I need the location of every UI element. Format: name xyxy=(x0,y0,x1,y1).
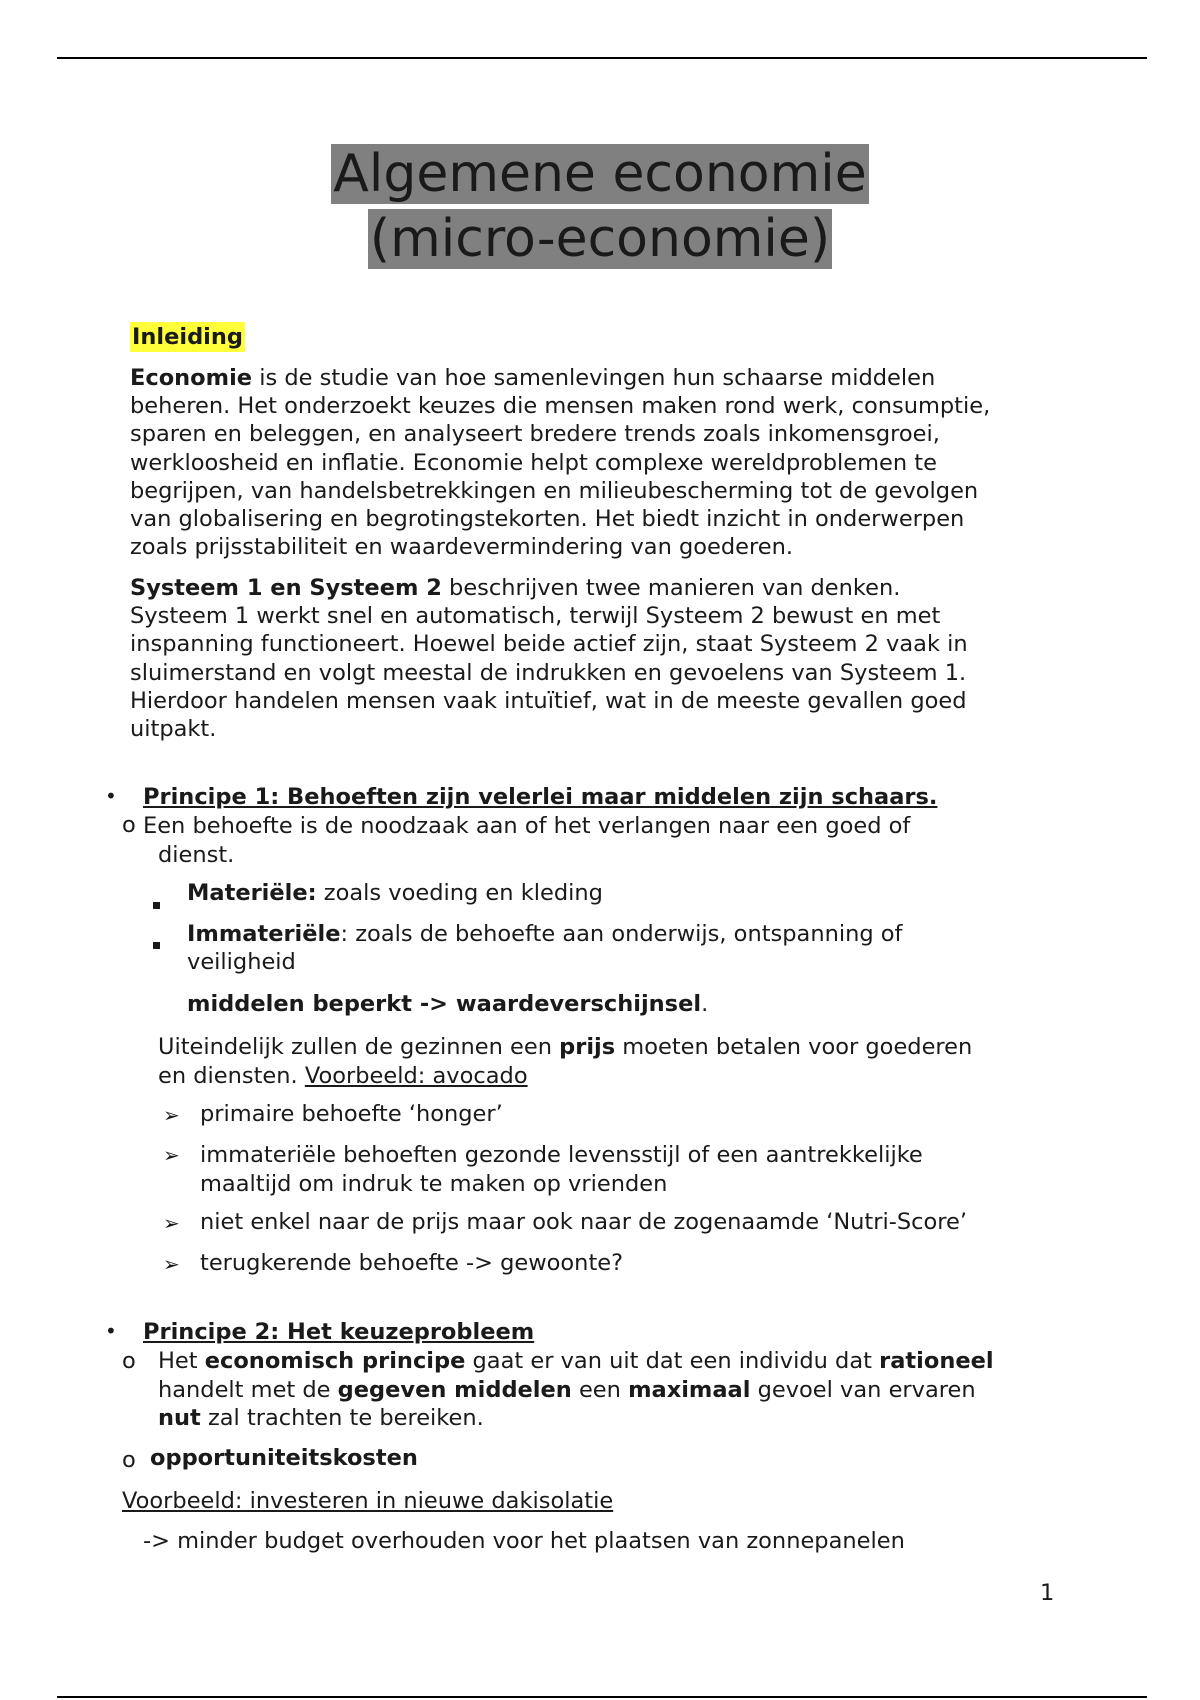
opportunity-costs: opportuniteitskosten xyxy=(150,1445,418,1471)
material-term: Materiële: xyxy=(187,880,317,906)
p1-line: beheren. Het onderzoekt keuzes die mensen maken rond werk, consumptie, xyxy=(130,393,991,420)
price-text: en diensten. xyxy=(158,1062,305,1089)
p2-line: inspanning functioneert. Hoewel beide actief zijn, staat Systeem 2 vaak in xyxy=(130,631,968,658)
conclusion-end: . xyxy=(701,991,709,1017)
intro-heading: Inleiding xyxy=(132,324,244,350)
principle-1-heading: Principe 1: Behoeften zijn velerlei maar middelen zijn schaars. xyxy=(143,784,938,810)
ep-text: Het xyxy=(158,1348,205,1374)
ep-bold: economisch principe xyxy=(204,1348,466,1374)
principle-2-sub-marker: o xyxy=(122,1348,136,1374)
principle-2-sub-marker-2: o xyxy=(122,1447,136,1473)
economie-term: Economie xyxy=(130,365,253,391)
arrow-item-line: maaltijd om indruk te maken op vrienden xyxy=(200,1170,668,1197)
p2-line: beschrijven twee manieren van denken. xyxy=(441,575,901,601)
conclusion-bold: middelen beperkt -> waardeverschijnsel xyxy=(187,991,702,1017)
example-roof-insulation: Voorbeeld: investeren in nieuwe dakisolatie xyxy=(122,1488,614,1514)
ep-bold: rationeel xyxy=(879,1348,994,1374)
p2-line: Hierdoor handelen mensen vaak intuïtief, wat in de meeste gevallen goed xyxy=(130,687,967,714)
economic-principle-paragraph xyxy=(158,1347,994,1433)
document-title xyxy=(0,142,1200,272)
example-avocado: Voorbeeld: avocado xyxy=(304,1062,528,1089)
arrow-bullet-icon: ➢ xyxy=(163,1211,180,1235)
arrow-bullet-icon: ➢ xyxy=(163,1103,180,1127)
need-material xyxy=(187,880,603,906)
immaterial-text: : zoals de behoefte aan onderwijs, ontspanning of xyxy=(340,921,903,947)
arrow-item: primaire behoefte ‘honger’ xyxy=(200,1101,503,1127)
p2-line: uitpakt. xyxy=(130,716,217,743)
p1-line: begrijpen, van handelsbetrekkingen en milieubescherming tot de gevolgen xyxy=(130,477,979,504)
ep-bold: maximaal xyxy=(628,1376,751,1403)
footer-rule xyxy=(57,1696,1147,1698)
consequence-line: -> minder budget overhouden voor het plaatsen van zonnepanelen xyxy=(143,1528,905,1554)
principle-1-bullet: • xyxy=(105,784,117,808)
price-term: prijs xyxy=(559,1034,616,1060)
price-paragraph xyxy=(158,1033,972,1090)
arrow-bullet-icon: ➢ xyxy=(163,1252,180,1276)
square-bullet xyxy=(153,889,160,915)
ep-bold: gegeven middelen xyxy=(337,1376,572,1403)
title-line-2: (micro-economie) xyxy=(369,209,831,269)
ep-text: gevoel van ervaren xyxy=(750,1376,976,1403)
intro-paragraph-2 xyxy=(130,574,1090,743)
title-line-1: Algemene economie xyxy=(333,144,867,204)
arrow-item xyxy=(200,1141,923,1198)
p1-line: van globalisering en begrotingstekorten. Het biedt inzicht in onderwerpen xyxy=(130,506,965,533)
principle-1-sub-marker: o xyxy=(122,812,136,838)
arrow-bullet-icon: ➢ xyxy=(163,1143,180,1167)
principle-2-heading: Principe 2: Het keuzeprobleem xyxy=(143,1319,535,1345)
header-rule xyxy=(57,57,1147,59)
price-text: Uiteindelijk zullen de gezinnen een xyxy=(158,1034,560,1060)
arrow-item-line: immateriële behoeften gezonde levensstijl of een aantrekkelijke xyxy=(200,1142,923,1168)
need-definition xyxy=(143,812,910,869)
p1-line: sparen en beleggen, en analyseert bredere trends zoals inkomensgroei, xyxy=(130,421,940,448)
p2-line: sluimerstand en volgt meestal de indrukken en gevoelens van Systeem 1. xyxy=(130,659,967,686)
ep-text: zal trachten te bereiken. xyxy=(200,1405,484,1431)
principle-2-bullet: • xyxy=(105,1319,117,1343)
ep-text: een xyxy=(571,1376,629,1403)
p2-line: Systeem 1 werkt snel en automatisch, terwijl Systeem 2 bewust en met xyxy=(130,603,941,630)
p1-line: werkloosheid en inflatie. Economie helpt complexe wereldproblemen te xyxy=(130,449,937,476)
immaterial-term: Immateriële xyxy=(187,921,341,947)
price-text: moeten betalen voor goederen xyxy=(615,1034,973,1060)
square-bullet xyxy=(153,929,160,955)
systeem-term: Systeem 1 en Systeem 2 xyxy=(130,575,442,601)
intro-paragraph-1 xyxy=(130,364,1090,561)
material-text: zoals voeding en kleding xyxy=(316,880,603,906)
definition-line: Een behoefte is de noodzaak aan of het verlangen naar een goed of xyxy=(143,813,911,839)
ep-bold: nut xyxy=(158,1405,201,1431)
arrow-item: niet enkel naar de prijs maar ook naar de zogenaamde ‘Nutri-Score’ xyxy=(200,1209,968,1235)
need-immaterial xyxy=(187,920,902,976)
p1-line: is de studie van hoe samenlevingen hun schaarse middelen xyxy=(252,365,936,391)
immaterial-text: veiligheid xyxy=(187,949,296,975)
ep-text: handelt met de xyxy=(158,1376,338,1403)
definition-line: dienst. xyxy=(158,841,235,868)
page-number: 1 xyxy=(1040,1580,1055,1606)
ep-text: gaat er van uit dat een individu dat xyxy=(465,1348,880,1374)
arrow-item: terugkerende behoefte -> gewoonte? xyxy=(200,1250,624,1276)
p1-line: zoals prijsstabiliteit en waardevermindering van goederen. xyxy=(130,534,794,561)
conclusion xyxy=(187,991,708,1017)
